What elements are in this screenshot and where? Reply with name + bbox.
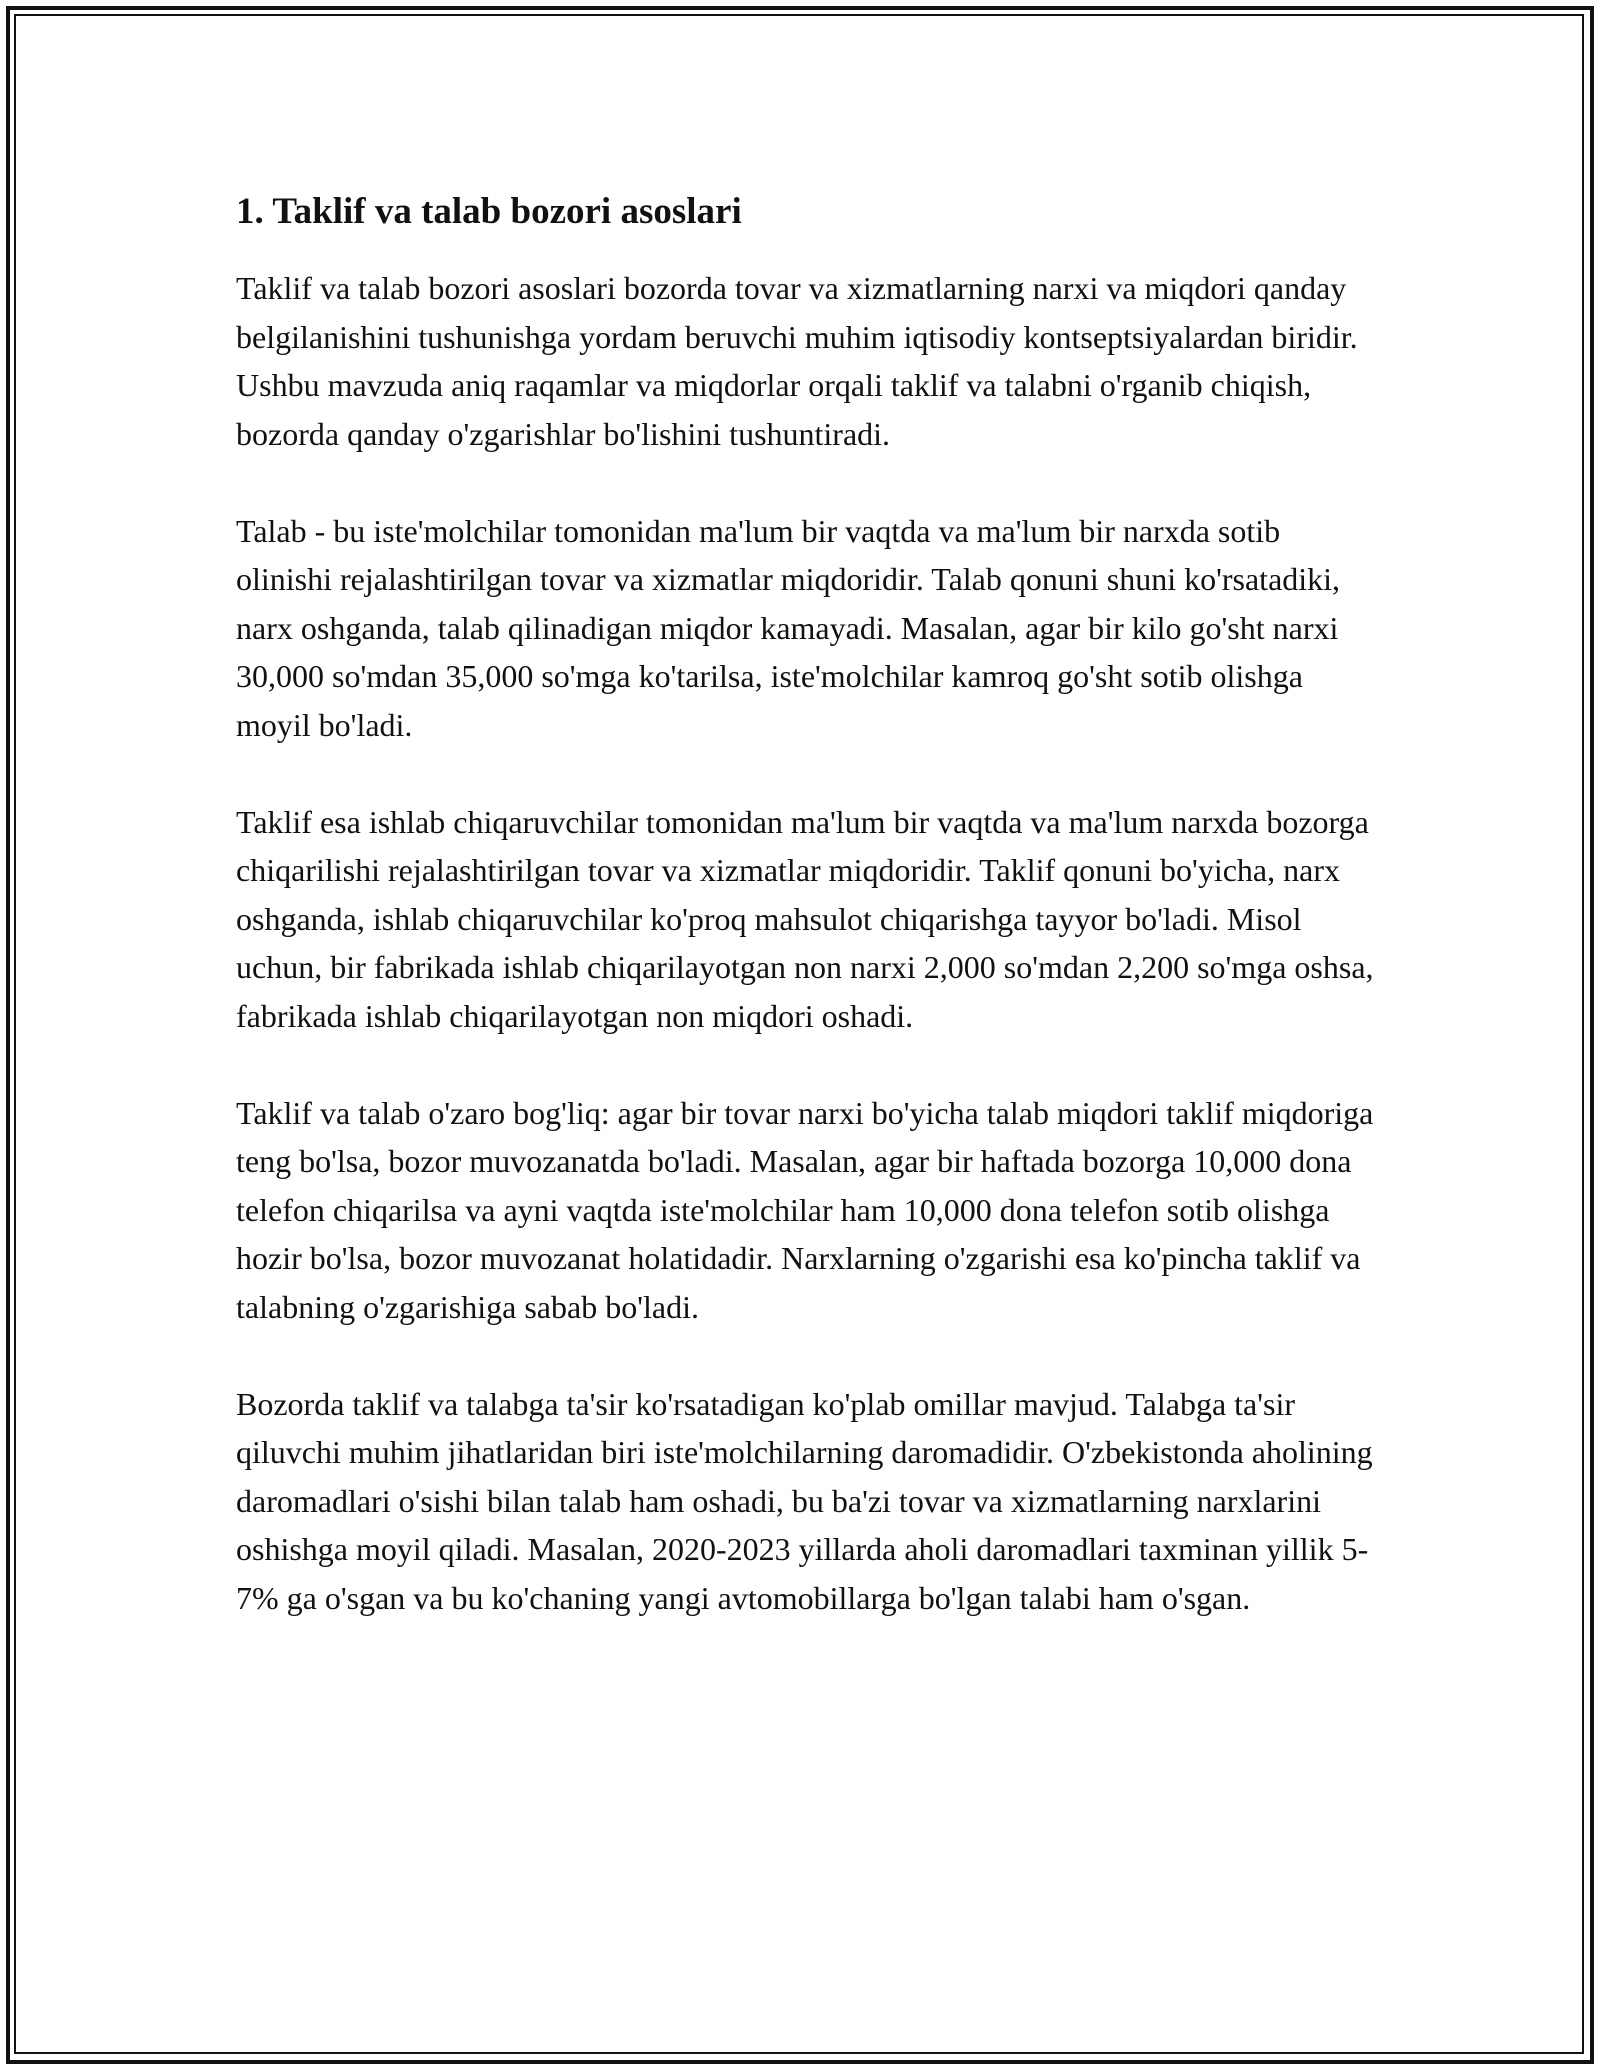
document-body	[236, 186, 1376, 1671]
paragraph-supply: Taklif esa ishlab chiqaruvchilar tomonidan ma'lum bir vaqtda va ma'lum narxda bozorga chiqarilishi rejalashtirilgan tovar va xizmatlar miqdoridir. Taklif qonuni bo'yicha, narx oshganda, ishlab chiqaruvchilar ko'proq mahsulot chiqarishga tayyor bo'ladi. Misol uchun, bir fabrikada ishlab chiqarilayotgan non narxi 2,000 so'mdan 2,200 so'mga oshsa, fabrikada ishlab chiqarilayotgan non miqdori oshadi.	[236, 803, 1374, 1034]
section-heading: 1. Taklif va talab bozori asoslari	[236, 191, 742, 232]
paragraph-demand: Talab - bu iste'molchilar tomonidan ma'lum bir vaqtda va ma'lum bir narxda sotib olinishi rejalashtirilgan tovar va xizmatlar miqdoridir. Talab qonuni shuni ko'rsatadiki, narx oshganda, talab qilinadigan miqdor kamayadi. Masalan, agar bir kilo go'sht narxi 30,000 so'mdan 35,000 so'mga ko'tarilsa, iste'molchilar kamroq go'sht sotib olishga moyil bo'ladi.	[236, 512, 1341, 743]
paragraph-equilibrium: Taklif va talab o'zaro bog'liq: agar bir tovar narxi bo'yicha talab miqdori taklif miqdoriga teng bo'lsa, bozor muvozanatda bo'ladi. Masalan, agar bir haftada bozorga 10,000 dona telefon chiqarilsa va ayni vaqtda iste'molchilar ham 10,000 dona telefon sotib olishga hozir bo'lsa, bozor muvozanat holatidadir. Narxlarning o'zgarishi esa ko'pincha taklif va talabning o'zgarishiga sabab bo'ladi.	[236, 1094, 1374, 1325]
paragraph-factors: Bozorda taklif va talabga ta'sir ko'rsatadigan ko'plab omillar mavjud. Talabga ta'sir qiluvchi muhim jihatlaridan biri iste'molchilarning daromadidir. O'zbekistonda aholining daromadlari o'sishi bilan talab ham oshadi, bu ba'zi tovar va xizmatlarning narxlarini oshishga moyil qiladi. Masalan, 2020-2023 yillarda aholi daromadlari taxminan yillik 5-7% ga o'sgan va bu ko'chaning yangi avtomobillarga bo'lgan talabi ham o'sgan.	[236, 1385, 1373, 1616]
paragraph-intro: Taklif va talab bozori asoslari bozorda tovar va xizmatlarning narxi va miqdori qanday belgilanishini tushunishga yordam beruvchi muhim iqtisodiy kontseptsiyalardan biridir. Ushbu mavzuda aniq raqamlar va miqdorlar orqali taklif va talabni o'rganib chiqish, bozorda qanday o'zgarishlar bo'lishini tushuntiradi.	[236, 270, 1358, 452]
